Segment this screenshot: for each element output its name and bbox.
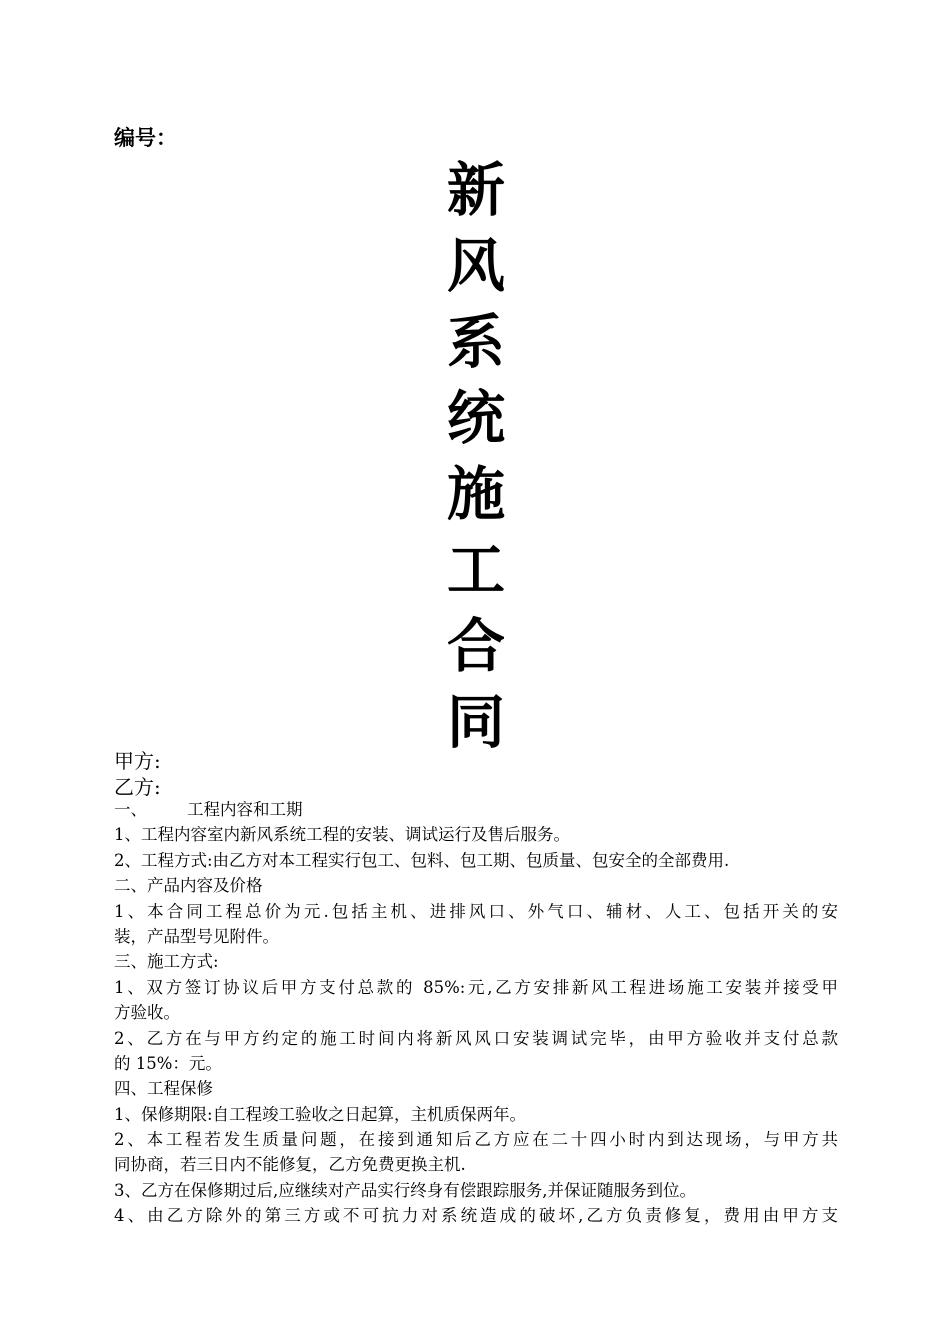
- contract-body: [114, 797, 838, 1229]
- section-3-item-2-line-1: 2、乙方在与甲方约定的施工时间内将新风风口安装调试完毕，由甲方验收并支付总款: [114, 1028, 838, 1048]
- section-3-item-1-line-2: 方验收。: [114, 1003, 180, 1023]
- section-1-item-1: 1、工程内容室内新风系统工程的安装、调试运行及售后服务。: [114, 825, 570, 845]
- party-a-label: 甲方:: [114, 749, 161, 773]
- title-char: 新: [446, 156, 505, 224]
- section-2-item-1-line-2: 装，产品型号见附件。: [114, 926, 279, 946]
- section-1-title: 工程内容和工期: [187, 800, 303, 819]
- title-char: 风: [446, 232, 505, 300]
- document-title: [436, 152, 516, 760]
- title-char: 工: [446, 536, 505, 604]
- section-1-item-2: 2、工程方式:由乙方对本工程实行包工、包料、包工期、包质量、包安全的全部费用.: [114, 850, 730, 870]
- section-4-item-2-line-2: 同协商，若三日内不能修复，乙方免费更换主机.: [114, 1155, 466, 1175]
- title-char: 施: [446, 460, 505, 528]
- section-2-heading: 二、产品内容及价格: [114, 876, 263, 896]
- section-1-heading: [114, 797, 838, 822]
- section-2-item-1-line-1: 1、本合同工程总价为元.包括主机、进排风口、外气口、辅材、人工、包括开关的安: [114, 901, 838, 921]
- party-b-label: 乙方:: [114, 775, 161, 799]
- title-char: 合: [446, 612, 505, 680]
- section-3-item-1-line-1: 1、双方签订协议后甲方支付总款的 85%:元,乙方安排新风工程进场施工安装并接受甲: [114, 977, 838, 997]
- section-3-heading: 三、施工方式:: [114, 952, 219, 972]
- section-4-item-2-line-1: 2、本工程若发生质量问题，在接到通知后乙方应在二十四小时内到达现场，与甲方共: [114, 1130, 838, 1150]
- section-4-item-3: 3、乙方在保修期过后,应继续对产品实行终身有偿跟踪服务,并保证随服务到位。: [114, 1180, 696, 1200]
- section-4-heading: 四、工程保修: [114, 1079, 213, 1099]
- document-number-label: 编号：: [114, 126, 177, 150]
- title-char: 统: [446, 384, 505, 452]
- section-4-item-4-line-1: 4、由乙方除外的第三方或不可抗力对系统造成的破坏,乙方负责修复，费用由甲方支: [114, 1206, 838, 1226]
- title-char: 系: [446, 308, 505, 376]
- section-3-item-2-line-2: 的 15%：元。: [114, 1053, 222, 1073]
- section-1-number: 一、: [114, 800, 147, 819]
- title-char: 同: [446, 688, 505, 756]
- section-4-item-1: 1、保修期限:自工程竣工验收之日起算，主机质保两年。: [114, 1104, 527, 1124]
